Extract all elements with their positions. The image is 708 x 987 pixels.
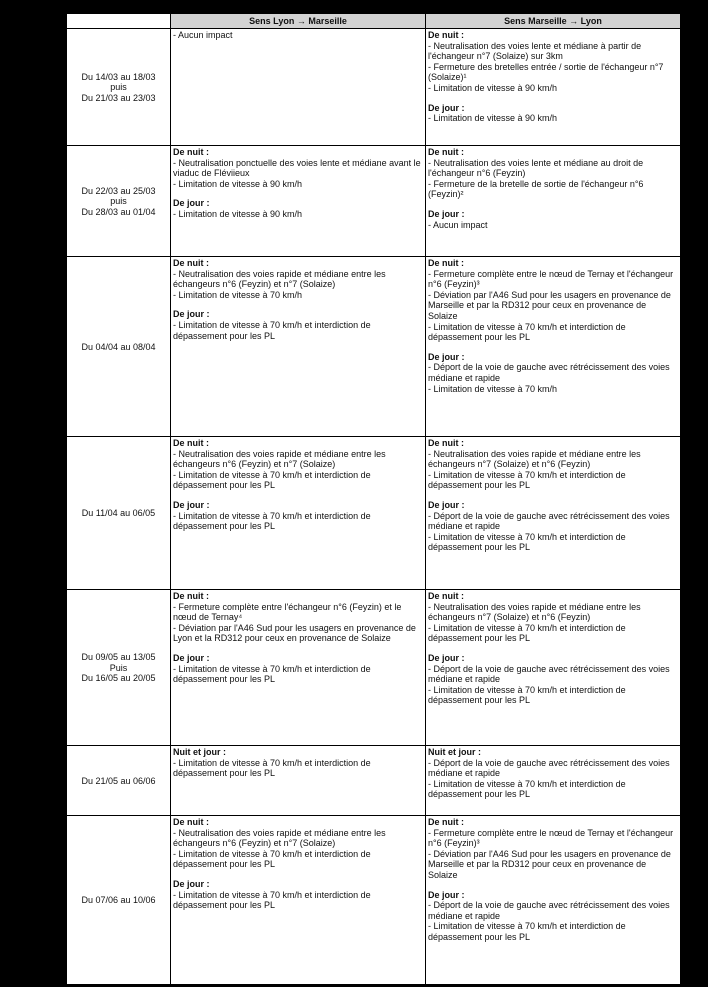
period-block bbox=[428, 500, 678, 553]
measure-line: - Limitation de vitesse à 90 km/h bbox=[428, 113, 558, 124]
measure-line: - Aucun impact bbox=[173, 30, 233, 40]
measure-line: - Fermeture complète entre l'échangeur n°6 (Feyzin) et le nœud de Ternay⁴ bbox=[173, 601, 402, 623]
date-line: Du 07/06 au 10/06 bbox=[81, 895, 156, 906]
date-cell bbox=[67, 590, 171, 746]
period-block bbox=[173, 309, 423, 341]
measure-line: - Limitation de vitesse à 70 km/h et interdiction de dépassement pour les PL bbox=[173, 510, 371, 532]
lyon-marseille-cell bbox=[171, 146, 426, 257]
marseille-lyon-cell bbox=[426, 257, 681, 437]
date-line: Du 22/03 au 25/03 bbox=[81, 185, 156, 196]
date-line: Puis bbox=[109, 662, 128, 673]
table-body bbox=[67, 29, 681, 985]
date-line: Du 11/04 au 06/05 bbox=[81, 508, 156, 519]
period-heading: De nuit : bbox=[173, 258, 209, 268]
date-cell bbox=[67, 29, 171, 146]
marseille-lyon-cell bbox=[426, 746, 681, 816]
period-block bbox=[173, 817, 423, 870]
period-heading: Nuit et jour : bbox=[173, 747, 226, 757]
measure-line: - Limitation de vitesse à 70 km/h et interdiction de dépassement pour les PL bbox=[428, 684, 626, 706]
lyon-marseille-cell bbox=[171, 437, 426, 590]
period-block bbox=[428, 352, 678, 394]
period-block bbox=[173, 747, 423, 779]
measure-line: - Limitation de vitesse à 70 km/h et interdiction de dépassement pour les PL bbox=[173, 319, 371, 341]
period-heading: De jour : bbox=[173, 499, 210, 510]
period-block bbox=[428, 653, 678, 706]
lyon-marseille-cell bbox=[171, 746, 426, 816]
period-block bbox=[173, 438, 423, 491]
document-page bbox=[66, 13, 680, 985]
date-line: puis bbox=[110, 196, 127, 207]
period-heading: De jour : bbox=[428, 351, 465, 362]
period-heading: De nuit : bbox=[173, 817, 209, 827]
measure-line: - Neutralisation des voies lente et médiane à partir de l'échangeur n°7 (Solaize) sur 3km bbox=[428, 40, 642, 62]
table-row bbox=[67, 257, 681, 437]
measure-line: - Fermeture complète entre le nœud de Ternay et l'échangeur n°6 (Feyzin)³ bbox=[428, 827, 674, 849]
date-line: Du 21/05 au 06/06 bbox=[81, 775, 156, 786]
period-heading: De nuit : bbox=[428, 591, 464, 601]
measure-line: - Limitation de vitesse à 70 km/h et interdiction de dépassement pour les PL bbox=[428, 921, 626, 942]
period-heading: De jour : bbox=[428, 889, 465, 900]
measure-line: - Limitation de vitesse à 70 km/h et interdiction de dépassement pour les PL bbox=[173, 889, 371, 911]
period-block bbox=[173, 147, 423, 189]
period-heading: De jour : bbox=[173, 198, 210, 209]
period-heading: De jour : bbox=[173, 652, 210, 663]
period-heading: De jour : bbox=[428, 102, 465, 113]
measure-line: - Déviation par l'A46 Sud pour les usagers en provenance de Lyon et la RD312 pour ceux en provenance de Solaize bbox=[173, 622, 416, 644]
period-block bbox=[173, 879, 423, 911]
measure-line: - Limitation de vitesse à 70 km/h et interdiction de dépassement pour les PL bbox=[173, 663, 371, 685]
measure-line: - Neutralisation des voies lente et médiane au droit de l'échangeur n°6 (Feyzin) bbox=[428, 157, 644, 179]
date-line: Du 21/03 au 23/03 bbox=[81, 92, 156, 103]
table-row bbox=[67, 29, 681, 146]
date-line: Du 04/04 au 08/04 bbox=[81, 341, 156, 352]
date-cell bbox=[67, 816, 171, 985]
marseille-lyon-cell bbox=[426, 816, 681, 985]
period-heading: De jour : bbox=[428, 208, 465, 219]
measure-line: - Limitation de vitesse à 90 km/h bbox=[173, 178, 303, 189]
measure-line: - Neutralisation des voies rapide et médiane entre les échangeurs n°7 (Solaize) et n°6 (Feyzin) bbox=[428, 601, 641, 623]
period-heading: De nuit : bbox=[428, 438, 464, 448]
marseille-lyon-cell bbox=[426, 437, 681, 590]
date-cell bbox=[67, 146, 171, 257]
measure-line: - Déport de la voie de gauche avec rétrécissement des voies médiane et rapide bbox=[428, 510, 670, 532]
measure-line: - Neutralisation des voies rapide et médiane entre les échangeurs n°6 (Feyzin) et n°7 (Solaize) bbox=[173, 827, 386, 849]
measure-line: - Déviation par l'A46 Sud pour les usagers en provenance de Marseille et par la RD312 pour ceux en provenance de Solaize bbox=[428, 289, 671, 321]
measure-line: - Limitation de vitesse à 70 km/h et interdiction de dépassement pour les PL bbox=[428, 622, 626, 644]
period-heading: De jour : bbox=[173, 309, 210, 320]
period-block bbox=[428, 817, 678, 881]
measure-line: - Fermeture complète entre le nœud de Ternay et l'échangeur n°6 (Feyzin)³ bbox=[428, 268, 674, 290]
date-line: Du 16/05 au 20/05 bbox=[81, 673, 156, 684]
measure-line: - Déport de la voie de gauche avec rétrécissement des voies médiane et rapide bbox=[428, 900, 670, 921]
period-block bbox=[428, 209, 678, 230]
date-line: puis bbox=[110, 82, 127, 93]
period-heading: De nuit : bbox=[173, 591, 209, 601]
lyon-marseille-cell bbox=[171, 257, 426, 437]
period-heading: De nuit : bbox=[173, 147, 209, 157]
period-heading: De nuit : bbox=[428, 30, 464, 40]
date-line: Du 09/05 au 13/05 bbox=[81, 652, 156, 663]
period-heading: Nuit et jour : bbox=[428, 747, 481, 757]
period-block bbox=[173, 258, 423, 300]
period-heading: De nuit : bbox=[428, 817, 464, 827]
measure-line: - Déport de la voie de gauche avec rétrécissement des voies médiane et rapide bbox=[428, 362, 670, 383]
period-heading: De nuit : bbox=[173, 438, 209, 448]
marseille-lyon-cell bbox=[426, 146, 681, 257]
measure-line: - Fermeture de la bretelle de sortie de l'échangeur n°6 (Feyzin)² bbox=[428, 178, 644, 200]
measure-line: - Neutralisation des voies rapide et médiane entre les échangeurs n°6 (Feyzin) et n°7 (Solaize) bbox=[173, 268, 386, 290]
period-block bbox=[428, 147, 678, 200]
measure-line: - Déport de la voie de gauche avec rétrécissement des voies médiane et rapide bbox=[428, 663, 670, 685]
measure-line: - Limitation de vitesse à 70 km/h et interdiction de dépassement pour les PL bbox=[428, 469, 626, 491]
header-lyon-marseille: Sens Lyon → Marseille bbox=[171, 14, 426, 29]
marseille-lyon-cell bbox=[426, 29, 681, 146]
header-marseille-lyon: Sens Marseille → Lyon bbox=[426, 14, 681, 29]
period-block bbox=[428, 747, 678, 800]
table-header-row bbox=[67, 14, 681, 29]
date-cell bbox=[67, 746, 171, 816]
roadworks-schedule-table bbox=[66, 13, 681, 985]
period-block bbox=[428, 591, 678, 644]
period-block bbox=[173, 198, 423, 219]
period-heading: De nuit : bbox=[428, 258, 464, 268]
period-block bbox=[428, 30, 678, 94]
period-heading: De jour : bbox=[428, 499, 465, 510]
measure-line: - Neutralisation des voies rapide et médiane entre les échangeurs n°7 (Solaize) et n°6 (Feyzin) bbox=[428, 448, 641, 470]
table-row bbox=[67, 437, 681, 590]
measure-line: - Aucun impact bbox=[428, 219, 488, 230]
table-row bbox=[67, 590, 681, 746]
period-block bbox=[428, 890, 678, 943]
date-cell bbox=[67, 437, 171, 590]
period-heading: De jour : bbox=[173, 878, 210, 889]
measure-line: - Limitation de vitesse à 70 km/h et interdiction de dépassement pour les PL bbox=[173, 469, 371, 491]
measure-line: - Neutralisation ponctuelle des voies lente et médiane avant le viaduc de Fléviieux bbox=[173, 157, 421, 179]
header-empty-cell bbox=[67, 14, 171, 29]
measure-line: - Limitation de vitesse à 70 km/h et interdiction de dépassement pour les PL bbox=[428, 321, 626, 343]
table-row bbox=[67, 146, 681, 257]
date-line: Du 28/03 au 01/04 bbox=[81, 206, 156, 217]
period-heading: De nuit : bbox=[428, 147, 464, 157]
measure-line: - Limitation de vitesse à 90 km/h bbox=[428, 82, 558, 93]
measure-line: - Fermeture des bretelles entrée / sortie de l'échangeur n°7 (Solaize)¹ bbox=[428, 61, 664, 83]
period-heading: De jour : bbox=[428, 652, 465, 663]
measure-line: - Limitation de vitesse à 70 km/h bbox=[173, 289, 303, 300]
lyon-marseille-cell bbox=[171, 590, 426, 746]
period-block bbox=[428, 103, 678, 124]
measure-line: - Déport de la voie de gauche avec rétrécissement des voies médiane et rapide bbox=[428, 757, 670, 779]
period-block bbox=[173, 591, 423, 644]
lyon-marseille-cell bbox=[171, 29, 426, 146]
date-line: Du 14/03 au 18/03 bbox=[81, 71, 156, 82]
period-block bbox=[428, 258, 678, 343]
lyon-marseille-cell bbox=[171, 816, 426, 985]
table-row bbox=[67, 816, 681, 985]
table-row bbox=[67, 746, 681, 816]
measure-line: - Limitation de vitesse à 70 km/h et interdiction de dépassement pour les PL bbox=[173, 848, 371, 870]
measure-line: - Neutralisation des voies rapide et médiane entre les échangeurs n°6 (Feyzin) et n°7 (Solaize) bbox=[173, 448, 386, 470]
measure-line: - Limitation de vitesse à 70 km/h et interdiction de dépassement pour les PL bbox=[428, 531, 626, 553]
measure-line: - Limitation de vitesse à 70 km/h bbox=[428, 383, 558, 394]
period-block bbox=[173, 500, 423, 532]
marseille-lyon-cell bbox=[426, 590, 681, 746]
period-block bbox=[173, 653, 423, 685]
measure-line: - Déviation par l'A46 Sud pour les usagers en provenance de Marseille et par la RD312 pour ceux en provenance de Solaize bbox=[428, 848, 671, 880]
measure-line: - Limitation de vitesse à 90 km/h bbox=[173, 208, 303, 219]
measure-line: - Limitation de vitesse à 70 km/h et interdiction de dépassement pour les PL bbox=[428, 778, 626, 800]
period-block bbox=[173, 30, 423, 41]
measure-line: - Limitation de vitesse à 70 km/h et interdiction de dépassement pour les PL bbox=[173, 757, 371, 779]
date-cell bbox=[67, 257, 171, 437]
period-block bbox=[428, 438, 678, 491]
